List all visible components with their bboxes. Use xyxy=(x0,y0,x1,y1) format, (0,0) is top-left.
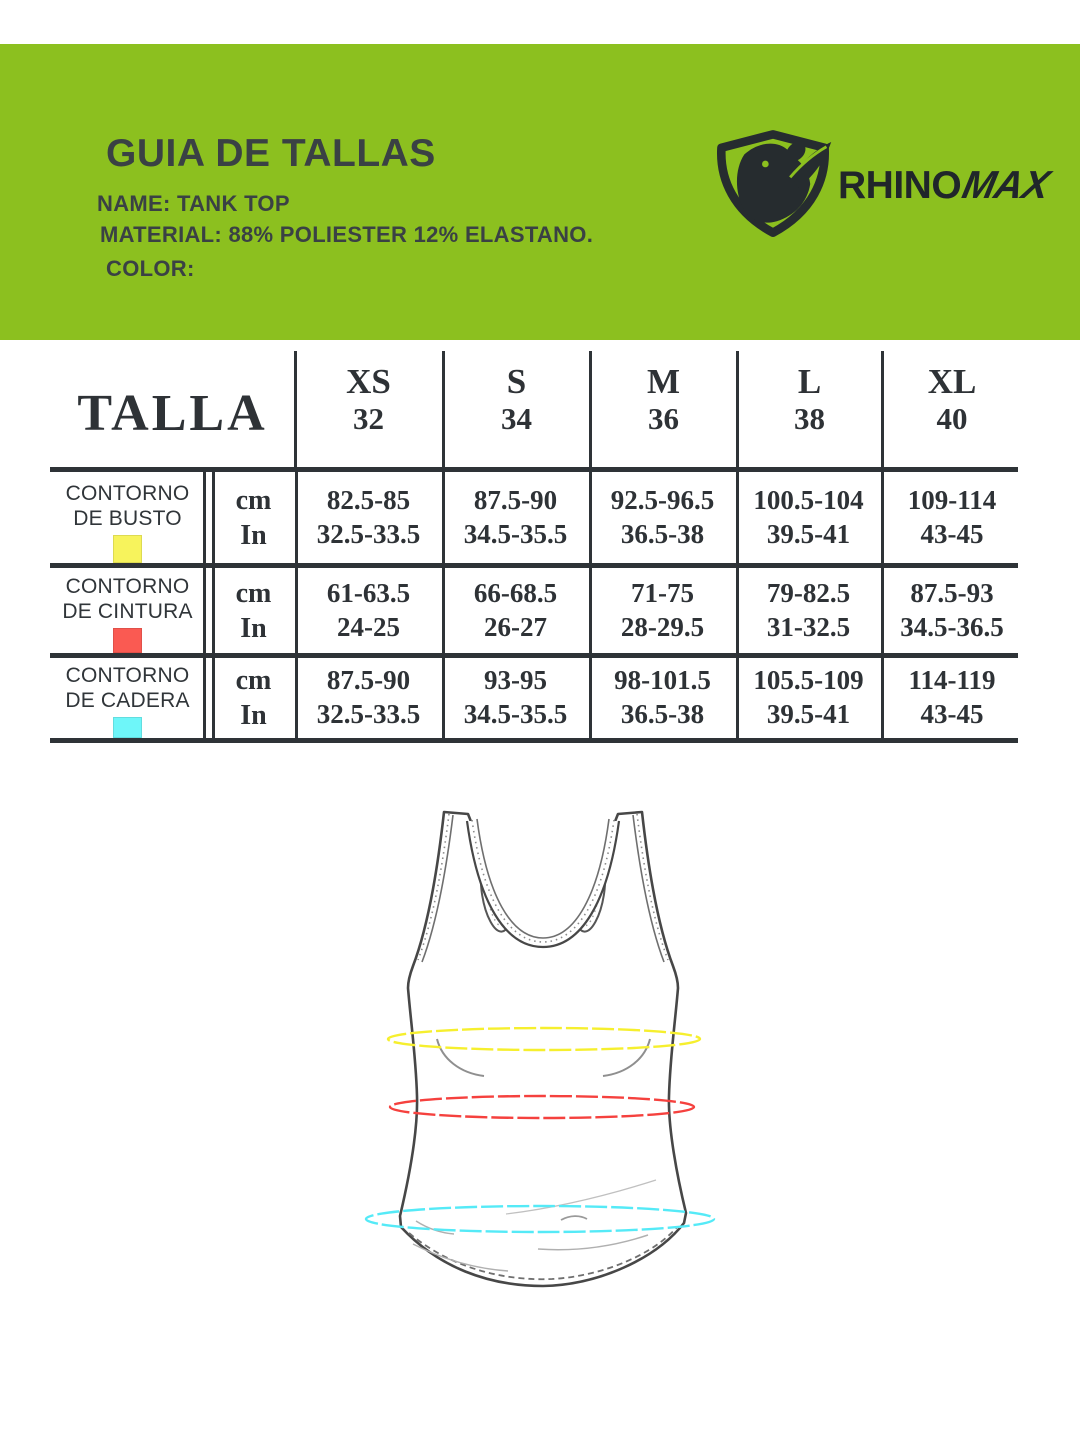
tank-top-illustration xyxy=(356,796,736,1301)
divider xyxy=(442,351,445,467)
size-header-m: M 36 xyxy=(646,361,681,437)
unit-cell: cm In xyxy=(235,484,272,551)
tank-top-drawing xyxy=(356,796,736,1301)
size-header-s: S 34 xyxy=(501,361,532,437)
size-header-xs: XS 32 xyxy=(346,361,391,437)
product-name-line: NAME: TANK TOP xyxy=(97,191,290,216)
value-cell-waist-l: 79-82.5 31-32.5 xyxy=(766,577,851,642)
page-title: GUIA DE TALLAS xyxy=(106,132,436,175)
value-cell-bust-xl: 109-114 43-45 xyxy=(907,484,997,549)
value-cell-waist-xs: 61-63.5 24-25 xyxy=(326,577,411,642)
value-cell-hip-m: 98-101.5 36.5-38 xyxy=(614,665,711,729)
value-cell-bust-s: 87.5-90 34.5-35.5 xyxy=(463,484,568,549)
brand-logo xyxy=(710,126,1054,286)
divider xyxy=(203,568,206,653)
row-label-bust: CONTORNO DE BUSTO xyxy=(56,472,199,563)
unit-cell: cm In xyxy=(235,577,272,644)
header-banner xyxy=(0,44,1080,340)
value-cell-bust-xs: 82.5-85 32.5-33.5 xyxy=(316,484,421,549)
value-cell-hip-s: 93-95 34.5-35.5 xyxy=(463,665,568,729)
material-line: MATERIAL: 88% POLIESTER 12% ELASTANO. xyxy=(100,222,594,247)
waist-color-swatch xyxy=(113,628,142,653)
divider xyxy=(294,351,297,467)
row-label-hip: CONTORNO DE CADERA xyxy=(56,658,199,738)
value-cell-bust-m: 92.5-96.5 36.5-38 xyxy=(610,484,715,549)
unit-cell: cm In xyxy=(235,665,272,731)
value-cell-waist-m: 71-75 28-29.5 xyxy=(620,577,705,642)
value-cell-waist-s: 66-68.5 26-27 xyxy=(473,577,558,642)
value-cell-waist-xl: 87.5-93 34.5-36.5 xyxy=(900,577,1004,642)
divider xyxy=(736,351,739,467)
divider xyxy=(589,351,592,467)
hip-color-swatch xyxy=(113,717,142,738)
color-line: COLOR: xyxy=(106,256,195,281)
size-column-title: TALLA xyxy=(77,384,268,442)
size-header-xl: XL 40 xyxy=(927,361,977,437)
divider xyxy=(203,472,206,563)
value-cell-bust-l: 100.5-104 39.5-41 xyxy=(753,484,864,549)
rhino-shield-icon xyxy=(710,126,836,242)
size-header-l: L 38 xyxy=(794,361,825,437)
value-cell-hip-xs: 87.5-90 32.5-33.5 xyxy=(316,665,421,729)
size-guide-table xyxy=(50,345,1020,745)
brand-rhino: RHINO xyxy=(838,164,962,207)
value-cell-hip-xl: 114-119 43-45 xyxy=(908,665,996,729)
row-label-waist: CONTORNO DE CINTURA xyxy=(56,568,199,653)
divider xyxy=(50,738,1018,743)
divider xyxy=(203,658,206,738)
brand-max: MAX xyxy=(958,164,1054,207)
brand-wordmark xyxy=(838,164,1054,208)
divider xyxy=(881,351,884,467)
bust-color-swatch xyxy=(113,535,142,563)
value-cell-hip-l: 105.5-109 39.5-41 xyxy=(753,665,864,729)
